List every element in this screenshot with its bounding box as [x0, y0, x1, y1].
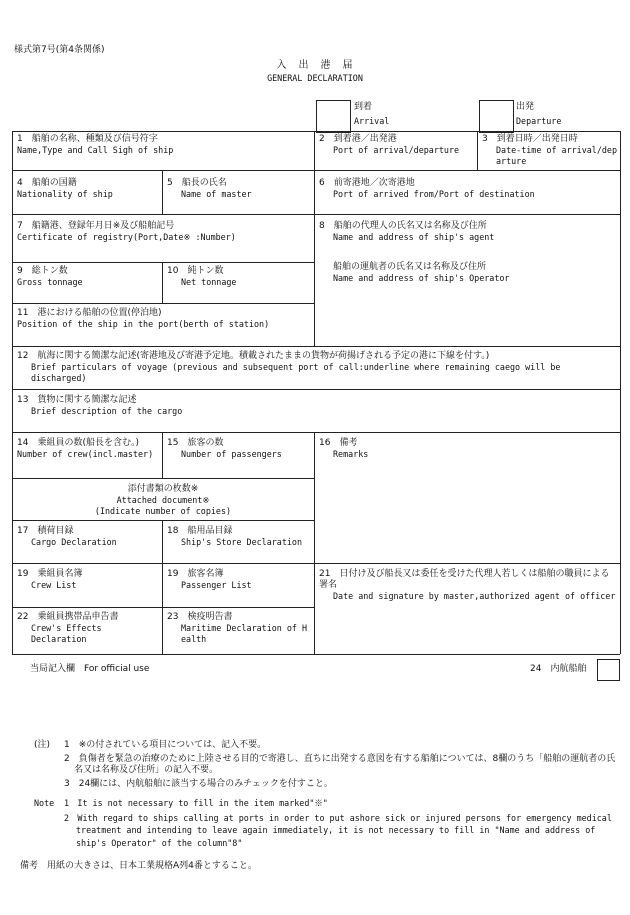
cell-7-registry[interactable]: 7 船籍港、登録年月日※及び船舶記号 Certificate of registry(Port,Date※ :Number) [17, 221, 236, 242]
cell-6-ports[interactable]: 6 前寄港地／次寄港地 Port of arrived from/Port of destination [319, 178, 535, 199]
note-en-2: 2 With regard to ships calling at ports in order to put ashore sick or injured persons for emergency medical treatment and intending to leave again immediately, it is not necessary to fill in "Name and address of ship's Operator" of the column"8" [64, 812, 612, 848]
note-jp-1: 1 ※の付されている項目については、記入不要。 [64, 740, 267, 750]
title-jp: 入 出 港 届 [276, 60, 354, 71]
note-jp-3: 3 24欄には、内航船舶に該当する場合のみチェックを付すこと。 [64, 779, 333, 789]
cell-23-health-declaration[interactable]: 23 検疫明告書 Maritime Declaration of Health [167, 612, 308, 644]
cell-10-net-tonnage[interactable]: 10 純トン数 Net tonnage [167, 266, 237, 287]
cell-9-gross-tonnage[interactable]: 9 総トン数 Gross tonnage [17, 266, 83, 287]
item-24-label: 24 内航船舶 [530, 664, 587, 674]
notes-en [34, 798, 619, 849]
attached-documents-header: 添付書類の枚数※ Attached document※ (Indicate number of copies) [94, 484, 232, 516]
cell-14-crew[interactable]: 14 乗組員の数(船長を含む。) Number of crew(incl.master) [17, 438, 154, 459]
note-en-1: 1 It is not necessary to fill in the item marked"※" [64, 798, 328, 808]
cell-19-crew-list[interactable]: 19 乗組員名簿 Crew List [17, 569, 83, 590]
notes-jp-label: (注) [34, 740, 51, 750]
cell-18-stores-declaration[interactable]: 18 船用品目録 Ship's Store Declaration [167, 526, 303, 547]
arrival-label: 到着 Arrival [354, 102, 390, 126]
arrival-checkbox[interactable] [316, 100, 351, 133]
departure-label: 出発 Departure [516, 102, 562, 126]
notes-en-label: Note [34, 798, 55, 808]
paper-size-remark: 備考 用紙の大きさは、日本工業規格A列4番とすること。 [20, 861, 257, 871]
note-jp-2: 2 負傷者を緊急の治療のために上陸させる目的で寄港し、直ちに出発する意図を有する船舶については、8欄のうち「船舶の運航者の氏名又は名称及び住所」の記入不要。 [64, 754, 616, 775]
cell-15-passengers[interactable]: 15 旅客の数 Number of passengers [167, 438, 282, 459]
cell-16-remarks[interactable]: 16 備考 Remarks [319, 438, 369, 459]
form-id: 様式第7号(第4条関係) [14, 45, 105, 55]
cell-8-operator[interactable]: 船舶の運航者の氏名又は名称及び住所 Name and address of ship's Operator [333, 262, 510, 283]
cell-2-port[interactable]: 2 到着港／出発港 Port of arrival/departure [319, 134, 460, 155]
notes-jp [34, 740, 619, 790]
cell-13-cargo[interactable]: 13 貨物に関する簡潔な記述 Brief description of the cargo [17, 395, 183, 416]
cell-20-passenger-list[interactable]: 19 旅客名簿 Passenger List [167, 569, 252, 590]
cell-17-cargo-declaration[interactable]: 17 積荷目録 Cargo Declaration [17, 526, 117, 547]
title-en: GENERAL DECLARATION [267, 73, 363, 83]
cell-22-crew-effects[interactable]: 22 乗組員携帯品申告書 Crew's Effects Declaration [17, 612, 119, 644]
cell-4-nationality[interactable]: 4 船舶の国籍 Nationality of ship [17, 178, 113, 199]
cell-11-position[interactable]: 11 港における船舶の位置(停泊地) Position of the ship in the port(berth of station) [17, 308, 270, 329]
cell-1-ship-name[interactable]: 1 船舶の名称、種類及び信号符字 Name,Type and Call Sigh of ship [17, 134, 174, 155]
cell-3-datetime[interactable]: 3 到着日時／出発日時 Date-time of arrival/departure [482, 134, 618, 166]
cell-12-voyage[interactable]: 12 航海に関する簡潔な記述(寄港地及び寄港予定地。積載されたままの貨物が荷揚げされる予定の港に下線を付す。) Brief particulars of voyage (previous and subsequent port of call:underline where remaining caego will be discharged) [17, 351, 566, 383]
cell-21-signature[interactable]: 21 日付け及び船長又は委任を受けた代理人若しくは船舶の職員による署名 Date and signature by master,authorized agent of officer [319, 569, 616, 601]
cell-5-master[interactable]: 5 船長の氏名 Name of master [167, 178, 252, 199]
domestic-ship-checkbox[interactable] [597, 659, 620, 681]
cell-8-agent[interactable]: 8 船舶の代理人の氏名又は名称及び住所 Name and address of ship's agent [319, 221, 495, 242]
departure-checkbox[interactable] [479, 100, 514, 133]
official-use-label: 当局記入欄 For official use [30, 664, 150, 674]
